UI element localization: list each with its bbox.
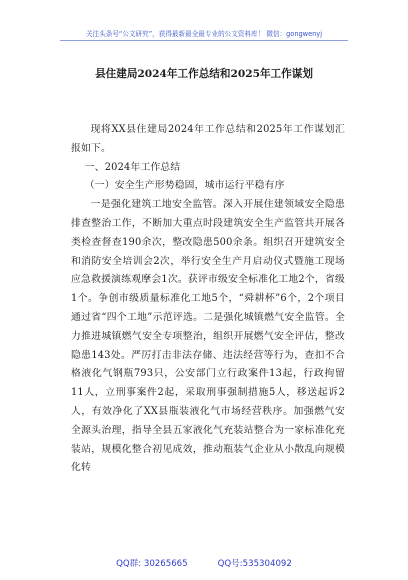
- body-paragraph: 一是强化建筑工地安全监管。深入开展住建领域安全隐患排查整治工作，不断加大重点时段建筑安全生产监管共开展各类检查督查190余次，整改隐患500余条。组织召开建筑安全和消防安全培训会2次，举行安全生产月启动仪式暨施工现场应急救援演练观摩会1次。获评市级安全标准化工地2个，省级1个。争创市级质量标准化工地5个，“舜耕杯”6个，2个项目通过省“四个工地”示范评选。二是强化城镇燃气安全监管。全力推进城镇燃气安全专项整治，组织开展燃气安全评估，整改隐患143处。严厉打击非法存储、违法经营等行为，查扣不合格液化气钢瓶793只，公安部门立行政案件13起，行政拘留11人，立刑事案件2起，采取刑事强制措施5人，移送起诉2人，有效净化了XX县瓶装液化气市场经营秩序。加强燃气安全源头治理，指导全县五家液化气充装站整合为一家标准化充装站，规模化整合初见成效，推动瓶装气企业从小散乱向规模化转: [71, 199, 345, 474]
- subsection-heading: （一）安全生产形势稳固，城市运行平稳有序: [84, 180, 285, 192]
- footer-qq-number: QQ号:535304092: [217, 559, 292, 569]
- footer-qq-group: QQ群: 30265665: [116, 559, 188, 569]
- intro-paragraph: 现将XX县住建局2024年工作总结和2025年工作谋划汇报如下。: [71, 124, 345, 154]
- document-title: 县住建局2024年工作总结和2025年工作谋划: [95, 68, 313, 80]
- header-divider: [60, 40, 348, 41]
- document-body: [71, 121, 345, 478]
- header-notice: 关注头条号“公文研究”，获得最新最全最专业的公文资料库！ 微信：gongwenyj: [85, 30, 323, 38]
- footer-contacts: [0, 557, 408, 569]
- section-heading: 一、2024年工作总结: [84, 161, 181, 173]
